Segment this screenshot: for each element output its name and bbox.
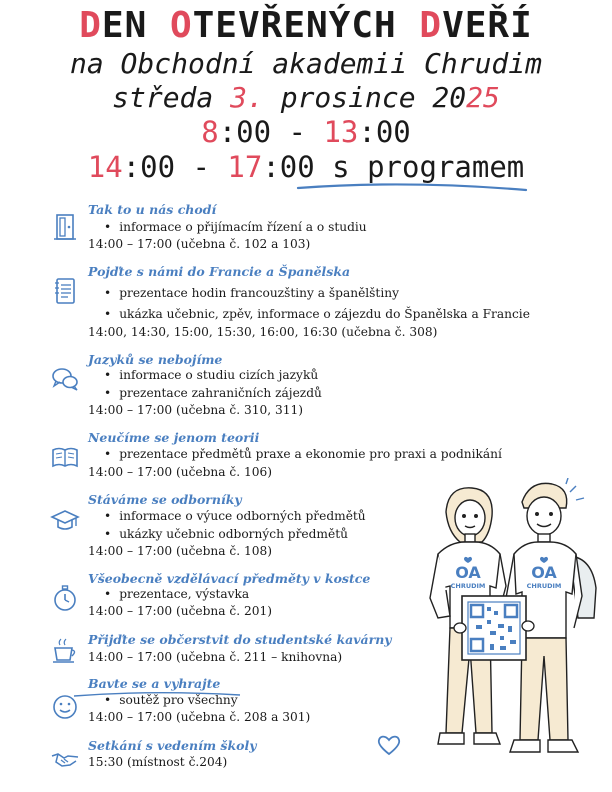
- page-title: [0, 6, 612, 46]
- section-title: Pojďte s námi do Francie a Španělska: [88, 264, 351, 279]
- hour-text: :00 -: [218, 115, 324, 149]
- date-day: 3.: [230, 81, 264, 114]
- graduation-cap-icon: [50, 506, 80, 536]
- section-time: 14:00 – 17:00 (učebna č. 106): [88, 465, 272, 479]
- title-part: TEVŘENÝCH: [192, 5, 420, 46]
- coffee-cup-icon: [50, 636, 80, 666]
- section-time: 14:00 – 17:00 (učebna č. 108): [88, 544, 272, 558]
- section-title: Tak to u nás chodí: [88, 202, 217, 217]
- section-title: Stáváme se odborníky: [88, 492, 242, 507]
- shirt-text-chrudim: CHRUDIM: [450, 582, 486, 590]
- list-item: • prezentace předmětů praxe a ekonomie pro praxi a podnikání: [104, 447, 502, 461]
- title-part: EN: [101, 5, 170, 46]
- stopwatch-icon: [50, 583, 80, 613]
- section-time: 14:00 – 17:00 (učebna č. 211 – knihovna): [88, 650, 343, 664]
- qr-code-sign: [462, 596, 526, 660]
- opening-hours-line: [0, 116, 612, 148]
- date-year-end: 25: [466, 81, 500, 114]
- list-item: • informace o výuce odborných předmětů: [104, 509, 366, 523]
- section-title: Bavte se a vyhrajte: [88, 676, 221, 691]
- title-letter: O: [169, 5, 193, 46]
- section-time: 14:00 – 17:00 (učebna č. 201): [88, 604, 272, 618]
- date-line: [0, 82, 612, 114]
- shirt-text-oa: OA: [455, 563, 481, 582]
- date-text: prosince 20: [263, 81, 467, 114]
- open-book-icon: [50, 442, 80, 472]
- section-title: Setkání s vedením školy: [88, 738, 257, 753]
- title-letter: D: [79, 5, 102, 46]
- date-text: středa: [112, 81, 231, 114]
- door-icon: [50, 212, 80, 242]
- title-letter: D: [419, 5, 443, 46]
- hour: 14: [87, 150, 123, 184]
- list-item: • ukázky učebnic odborných předmětů: [104, 527, 348, 541]
- section-title: Jazyků se nebojíme: [88, 352, 223, 367]
- section-time: 14:00, 14:30, 15:00, 15:30, 16:00, 16:30 (učebna č. 308): [88, 325, 438, 339]
- hour: 8: [201, 115, 219, 149]
- list-item: • ukázka učebnic, zpěv, informace o zájezdu do Španělska a Francie: [104, 307, 530, 321]
- shirt-text-chrudim: CHRUDIM: [526, 582, 562, 590]
- hour: 17: [227, 150, 263, 184]
- section-title: Všeobecně vzdělávací předměty v kostce: [88, 571, 371, 586]
- list-item: • informace o přijímacím řízení a o studiu: [104, 220, 367, 234]
- underline-swoosh: [296, 180, 528, 194]
- section-time: 14:00 – 17:00 (učebna č. 208 a 301): [88, 710, 311, 724]
- hour-text: :00: [358, 115, 411, 149]
- list-item: • prezentace hodin francouzštiny a španělštiny: [104, 286, 399, 300]
- hour-text: :00 -: [122, 150, 228, 184]
- title-part: VEŘÍ: [442, 5, 533, 46]
- list-item: • informace o studiu cizích jazyků: [104, 368, 318, 382]
- handshake-icon: [50, 744, 80, 774]
- list-item: • prezentace zahraničních zájezdů: [104, 386, 322, 400]
- shirt-text-oa: OA: [531, 563, 557, 582]
- section-time: 15:30 (místnost č.204): [88, 755, 228, 769]
- notebook-icon: [50, 276, 80, 306]
- speech-bubbles-icon: [50, 364, 80, 394]
- section-time: 14:00 – 17:00 (učebna č. 102 a 103): [88, 237, 311, 251]
- heart-icon: [376, 734, 402, 756]
- school-line: na Obchodní akademii Chrudim: [69, 47, 542, 80]
- hour: 13: [323, 115, 359, 149]
- section-time: 14:00 – 17:00 (učebna č. 310, 311): [88, 403, 303, 417]
- section-title: Neučíme se jenom teorii: [88, 430, 260, 445]
- section-title: Přijďte se občerstvit do studentské kavárny: [88, 632, 392, 647]
- students-illustration: [420, 478, 605, 778]
- program-hours-line: [0, 150, 612, 184]
- hour-text: :00 s programem: [262, 150, 525, 184]
- list-item: • prezentace, výstavka: [104, 587, 249, 601]
- list-item: • soutěž pro všechny: [104, 693, 238, 707]
